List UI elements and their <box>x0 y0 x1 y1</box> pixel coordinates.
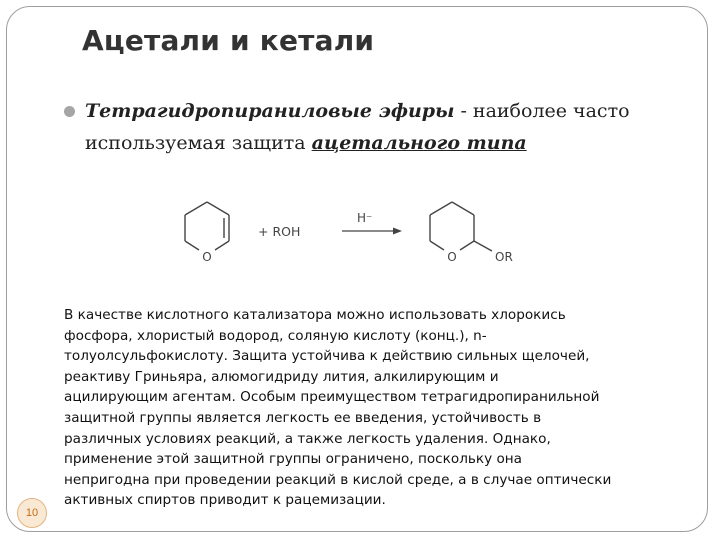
bullet-term: Тетрагидропираниловые эфиры <box>85 100 455 122</box>
slide-title: Ацетали и кетали <box>82 24 375 57</box>
body-line: реактиву Гриньяра, алюмогидриду лития, алкилирующим и <box>64 368 499 385</box>
reaction-arrow <box>342 228 402 235</box>
page-number-badge: 10 <box>17 498 47 528</box>
body-line: применение этой защитной группы ограничено, поскольку она <box>64 451 522 468</box>
ring-oxygen-right: O <box>447 250 457 264</box>
bullet-dot-icon <box>64 106 75 117</box>
body-line: активных спиртов приводит к рацемизации. <box>64 492 386 509</box>
bullet-description: - наиболее часто используемая защита <box>85 100 630 154</box>
body-line: защитной группы является легкость ее введения, устойчивость в <box>64 409 542 426</box>
body-line: В качестве кислотного катализатора можно использовать хлорокись <box>64 307 566 323</box>
reaction-scheme <box>170 188 550 273</box>
body-line: непригодна при проведении реакций в кислой среде, а в случае оптически <box>64 471 612 488</box>
bullet-item <box>64 95 674 159</box>
body-line: различных условиях реакций, а также легкость удаления. Однако, <box>64 430 551 447</box>
body-line: толуолсульфокислоту. Защита устойчива к действию сильных щелочей, <box>64 348 590 365</box>
bullet-text <box>85 95 674 159</box>
catalyst-label: H⁻ <box>357 211 373 225</box>
dihydropyran-structure <box>185 202 229 250</box>
thp-ether-structure <box>430 202 492 251</box>
ring-oxygen-left: O <box>202 250 212 264</box>
body-line: фосфора, хлористый водород, соляную кислоту (конц.), n- <box>64 327 487 344</box>
reagent-label: + ROH <box>258 224 301 239</box>
body-paragraph <box>64 305 684 511</box>
substituent-label: OR <box>495 250 513 264</box>
bullet-emphasis: ацетального типа <box>311 132 527 154</box>
body-line: ацилирующим агентам. Особым преимуществом тетрагидропиранильной <box>64 389 600 406</box>
